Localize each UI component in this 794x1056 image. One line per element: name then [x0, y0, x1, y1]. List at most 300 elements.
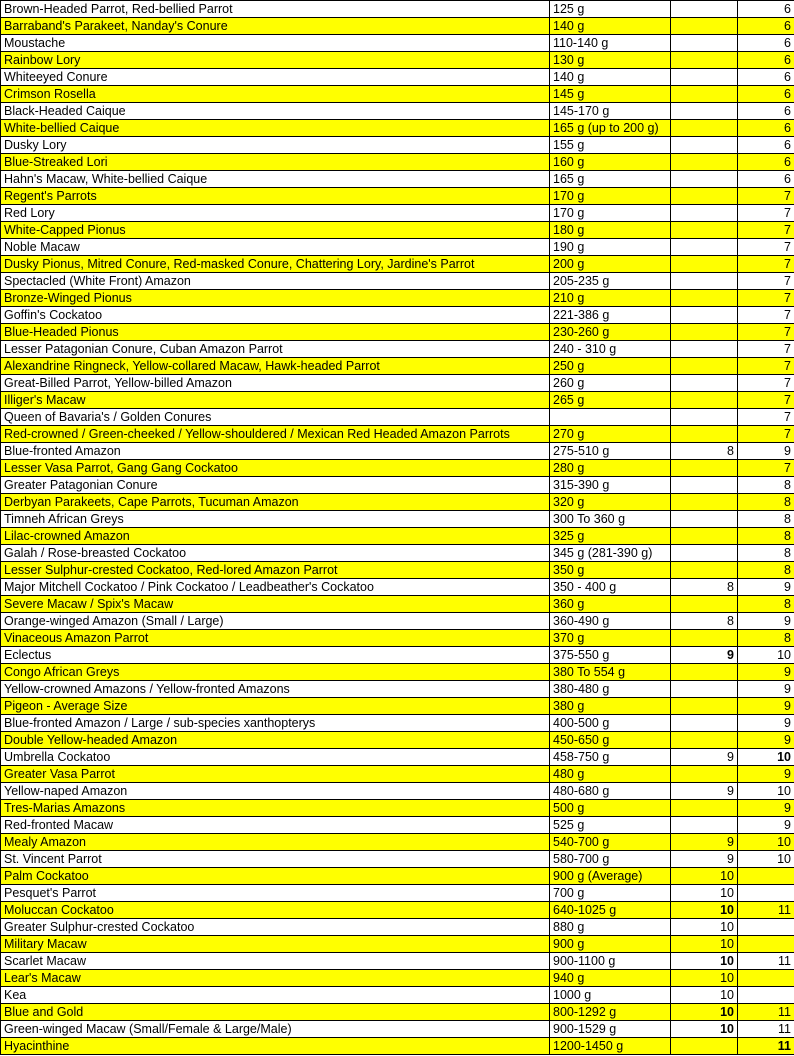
size-col-b-cell: 6 [738, 35, 794, 52]
bird-name-cell: Great-Billed Parrot, Yellow-billed Amazon [1, 375, 550, 392]
weight-cell: 480-680 g [550, 783, 671, 800]
size-col-b-cell: 6 [738, 86, 794, 103]
size-col-b-cell: 7 [738, 358, 794, 375]
size-col-a-cell: 8 [671, 613, 738, 630]
weight-cell: 360-490 g [550, 613, 671, 630]
size-col-b-cell: 6 [738, 137, 794, 154]
size-col-a-cell [671, 154, 738, 171]
table-row [1, 494, 794, 511]
size-col-a-cell: 9 [671, 647, 738, 664]
weight-cell: 375-550 g [550, 647, 671, 664]
bird-name-cell: Major Mitchell Cockatoo / Pink Cockatoo / Leadbeather's Cockatoo [1, 579, 550, 596]
bird-name-cell: Blue and Gold [1, 1004, 550, 1021]
weight-cell: 145-170 g [550, 103, 671, 120]
size-col-a-cell [671, 205, 738, 222]
weight-cell: 900 g [550, 936, 671, 953]
weight-cell: 145 g [550, 86, 671, 103]
bird-name-cell: Mealy Amazon [1, 834, 550, 851]
size-col-b-cell: 9 [738, 715, 794, 732]
size-col-b-cell: 9 [738, 766, 794, 783]
size-col-a-cell [671, 52, 738, 69]
table-row [1, 783, 794, 800]
size-col-a-cell [671, 273, 738, 290]
bird-name-cell: Red-fronted Macaw [1, 817, 550, 834]
table-row [1, 120, 794, 137]
size-col-a-cell [671, 341, 738, 358]
size-col-b-cell: 9 [738, 800, 794, 817]
table-row [1, 171, 794, 188]
size-col-a-cell [671, 324, 738, 341]
weight-cell: 250 g [550, 358, 671, 375]
size-col-b-cell [738, 919, 794, 936]
size-col-b-cell: 9 [738, 681, 794, 698]
table-row [1, 1, 794, 18]
size-col-b-cell [738, 936, 794, 953]
weight-cell: 380 g [550, 698, 671, 715]
table-row [1, 273, 794, 290]
size-col-b-cell: 7 [738, 188, 794, 205]
size-col-b-cell: 9 [738, 579, 794, 596]
table-row [1, 749, 794, 766]
size-col-b-cell: 8 [738, 630, 794, 647]
table-row [1, 630, 794, 647]
table-row [1, 562, 794, 579]
size-col-a-cell [671, 307, 738, 324]
bird-name-cell: Military Macaw [1, 936, 550, 953]
bird-name-cell: Orange-winged Amazon (Small / Large) [1, 613, 550, 630]
size-col-b-cell: 6 [738, 18, 794, 35]
table-row [1, 732, 794, 749]
table-row [1, 987, 794, 1004]
weight-cell: 380-480 g [550, 681, 671, 698]
size-col-b-cell: 11 [738, 1038, 794, 1055]
bird-name-cell: Green-winged Macaw (Small/Female & Large/Male) [1, 1021, 550, 1038]
size-col-a-cell: 9 [671, 749, 738, 766]
weight-cell: 180 g [550, 222, 671, 239]
size-col-b-cell: 7 [738, 426, 794, 443]
weight-cell: 350 - 400 g [550, 579, 671, 596]
bird-name-cell: Kea [1, 987, 550, 1004]
table-row [1, 851, 794, 868]
size-col-b-cell: 8 [738, 494, 794, 511]
bird-name-cell: Greater Vasa Parrot [1, 766, 550, 783]
bird-name-cell: Barraband's Parakeet, Nanday's Conure [1, 18, 550, 35]
weight-cell: 280 g [550, 460, 671, 477]
table-row [1, 154, 794, 171]
table-row [1, 970, 794, 987]
table-body [1, 1, 794, 1055]
size-col-b-cell: 8 [738, 528, 794, 545]
bird-name-cell: White-Capped Pionus [1, 222, 550, 239]
bird-name-cell: Regent's Parrots [1, 188, 550, 205]
table-row [1, 86, 794, 103]
size-col-b-cell: 8 [738, 477, 794, 494]
size-col-a-cell [671, 188, 738, 205]
bird-name-cell: Lesser Patagonian Conure, Cuban Amazon Parrot [1, 341, 550, 358]
bird-name-cell: Red-crowned / Green-cheeked / Yellow-shouldered / Mexican Red Headed Amazon Parrots [1, 426, 550, 443]
table-row [1, 222, 794, 239]
size-col-a-cell: 10 [671, 987, 738, 1004]
size-col-a-cell: 10 [671, 919, 738, 936]
weight-cell: 170 g [550, 205, 671, 222]
size-col-a-cell: 10 [671, 936, 738, 953]
table-row [1, 341, 794, 358]
size-col-a-cell [671, 290, 738, 307]
bird-name-cell: Lear's Macaw [1, 970, 550, 987]
size-col-a-cell [671, 664, 738, 681]
size-col-b-cell [738, 970, 794, 987]
table-row [1, 443, 794, 460]
bird-name-cell: Scarlet Macaw [1, 953, 550, 970]
table-row [1, 358, 794, 375]
size-col-b-cell: 10 [738, 749, 794, 766]
size-col-b-cell: 7 [738, 392, 794, 409]
size-col-a-cell: 9 [671, 851, 738, 868]
weight-cell: 155 g [550, 137, 671, 154]
size-col-b-cell: 9 [738, 443, 794, 460]
size-col-a-cell [671, 137, 738, 154]
bird-name-cell: Red Lory [1, 205, 550, 222]
bird-name-cell: Brown-Headed Parrot, Red-bellied Parrot [1, 1, 550, 18]
size-col-b-cell: 7 [738, 324, 794, 341]
size-col-a-cell [671, 477, 738, 494]
size-col-b-cell [738, 885, 794, 902]
table-row [1, 698, 794, 715]
size-col-a-cell [671, 409, 738, 426]
table-row [1, 188, 794, 205]
weight-cell: 480 g [550, 766, 671, 783]
weight-cell: 380 To 554 g [550, 664, 671, 681]
size-col-a-cell: 10 [671, 953, 738, 970]
size-col-b-cell: 10 [738, 834, 794, 851]
weight-cell: 700 g [550, 885, 671, 902]
bird-name-cell: Blue-Headed Pionus [1, 324, 550, 341]
size-col-a-cell [671, 171, 738, 188]
bird-name-cell: Lesser Sulphur-crested Cockatoo, Red-lored Amazon Parrot [1, 562, 550, 579]
size-col-a-cell [671, 817, 738, 834]
bird-name-cell: Dusky Pionus, Mitred Conure, Red-masked Conure, Chattering Lory, Jardine's Parrot [1, 256, 550, 273]
bird-name-cell: Umbrella Cockatoo [1, 749, 550, 766]
size-col-a-cell [671, 426, 738, 443]
weight-cell: 200 g [550, 256, 671, 273]
weight-cell: 500 g [550, 800, 671, 817]
weight-cell: 325 g [550, 528, 671, 545]
size-col-a-cell [671, 256, 738, 273]
table-row [1, 681, 794, 698]
weight-cell: 165 g (up to 200 g) [550, 120, 671, 137]
weight-cell: 300 To 360 g [550, 511, 671, 528]
table-row [1, 834, 794, 851]
table-row [1, 1021, 794, 1038]
size-col-a-cell: 10 [671, 902, 738, 919]
size-col-a-cell [671, 596, 738, 613]
size-col-a-cell: 10 [671, 1021, 738, 1038]
size-col-a-cell: 9 [671, 834, 738, 851]
table-row [1, 1004, 794, 1021]
weight-cell: 110-140 g [550, 35, 671, 52]
bird-name-cell: Yellow-crowned Amazons / Yellow-fronted Amazons [1, 681, 550, 698]
weight-cell: 800-1292 g [550, 1004, 671, 1021]
size-col-b-cell: 7 [738, 290, 794, 307]
size-col-a-cell [671, 1038, 738, 1055]
bird-name-cell: Crimson Rosella [1, 86, 550, 103]
bird-name-cell: Palm Cockatoo [1, 868, 550, 885]
weight-cell: 450-650 g [550, 732, 671, 749]
bird-name-cell: Illiger's Macaw [1, 392, 550, 409]
size-col-a-cell: 10 [671, 970, 738, 987]
weight-cell: 345 g (281-390 g) [550, 545, 671, 562]
table-row [1, 392, 794, 409]
size-col-b-cell: 10 [738, 647, 794, 664]
size-col-a-cell [671, 630, 738, 647]
size-col-a-cell: 10 [671, 1004, 738, 1021]
size-col-a-cell [671, 715, 738, 732]
bird-name-cell: Goffin's Cockatoo [1, 307, 550, 324]
size-col-a-cell [671, 494, 738, 511]
table-row [1, 868, 794, 885]
size-col-b-cell: 6 [738, 52, 794, 69]
size-col-b-cell: 9 [738, 698, 794, 715]
bird-name-cell: Whiteeyed Conure [1, 69, 550, 86]
table-row [1, 647, 794, 664]
table-row [1, 613, 794, 630]
table-row [1, 409, 794, 426]
bird-name-cell: Greater Patagonian Conure [1, 477, 550, 494]
size-col-b-cell: 6 [738, 154, 794, 171]
bird-name-cell: Hyacinthine [1, 1038, 550, 1055]
weight-cell: 900-1529 g [550, 1021, 671, 1038]
size-col-b-cell: 11 [738, 953, 794, 970]
table-row [1, 477, 794, 494]
size-col-b-cell: 10 [738, 851, 794, 868]
table-row [1, 324, 794, 341]
size-col-b-cell: 7 [738, 205, 794, 222]
table-row [1, 375, 794, 392]
bird-name-cell: Spectacled (White Front) Amazon [1, 273, 550, 290]
size-col-a-cell [671, 222, 738, 239]
size-col-b-cell: 7 [738, 239, 794, 256]
size-col-a-cell [671, 103, 738, 120]
weight-cell [550, 409, 671, 426]
table-row [1, 460, 794, 477]
size-col-b-cell: 8 [738, 511, 794, 528]
bird-name-cell: Eclectus [1, 647, 550, 664]
size-col-a-cell [671, 1, 738, 18]
bird-name-cell: Lesser Vasa Parrot, Gang Gang Cockatoo [1, 460, 550, 477]
table-row [1, 137, 794, 154]
table-row [1, 511, 794, 528]
bird-name-cell: Congo African Greys [1, 664, 550, 681]
size-col-b-cell: 7 [738, 460, 794, 477]
table-row [1, 307, 794, 324]
weight-cell: 900 g (Average) [550, 868, 671, 885]
size-col-b-cell: 6 [738, 120, 794, 137]
weight-cell: 210 g [550, 290, 671, 307]
weight-cell: 265 g [550, 392, 671, 409]
bird-name-cell: Queen of Bavaria's / Golden Conures [1, 409, 550, 426]
weight-cell: 540-700 g [550, 834, 671, 851]
weight-cell: 1200-1450 g [550, 1038, 671, 1055]
bird-name-cell: St. Vincent Parrot [1, 851, 550, 868]
table-row [1, 18, 794, 35]
weight-cell: 275-510 g [550, 443, 671, 460]
size-col-a-cell [671, 766, 738, 783]
size-col-b-cell: 11 [738, 1021, 794, 1038]
size-col-a-cell [671, 511, 738, 528]
bird-name-cell: Bronze-Winged Pionus [1, 290, 550, 307]
weight-cell: 140 g [550, 69, 671, 86]
table-row [1, 239, 794, 256]
size-col-b-cell: 8 [738, 596, 794, 613]
bird-name-cell: Rainbow Lory [1, 52, 550, 69]
size-col-b-cell: 11 [738, 902, 794, 919]
bird-name-cell: Noble Macaw [1, 239, 550, 256]
weight-cell: 165 g [550, 171, 671, 188]
table-row [1, 579, 794, 596]
weight-cell: 400-500 g [550, 715, 671, 732]
size-col-b-cell: 7 [738, 273, 794, 290]
table-row [1, 103, 794, 120]
weight-cell: 221-386 g [550, 307, 671, 324]
size-col-b-cell: 8 [738, 562, 794, 579]
table-row [1, 1038, 794, 1055]
table-row [1, 885, 794, 902]
size-col-a-cell [671, 358, 738, 375]
size-col-a-cell [671, 239, 738, 256]
bird-name-cell: Galah / Rose-breasted Cockatoo [1, 545, 550, 562]
size-col-b-cell: 7 [738, 307, 794, 324]
table-row [1, 715, 794, 732]
size-col-b-cell: 9 [738, 732, 794, 749]
size-col-a-cell: 8 [671, 443, 738, 460]
size-col-a-cell [671, 562, 738, 579]
bird-name-cell: Alexandrine Ringneck, Yellow-collared Macaw, Hawk-headed Parrot [1, 358, 550, 375]
weight-cell: 350 g [550, 562, 671, 579]
size-col-a-cell [671, 69, 738, 86]
table-row [1, 800, 794, 817]
weight-cell: 140 g [550, 18, 671, 35]
weight-cell: 880 g [550, 919, 671, 936]
table-row [1, 817, 794, 834]
weight-cell: 1000 g [550, 987, 671, 1004]
size-col-a-cell [671, 681, 738, 698]
bird-name-cell: Pesquet's Parrot [1, 885, 550, 902]
table-row [1, 664, 794, 681]
size-col-a-cell: 9 [671, 783, 738, 800]
weight-cell: 580-700 g [550, 851, 671, 868]
size-col-b-cell: 7 [738, 222, 794, 239]
size-col-b-cell: 7 [738, 256, 794, 273]
size-col-b-cell: 6 [738, 69, 794, 86]
size-col-a-cell [671, 86, 738, 103]
weight-cell: 170 g [550, 188, 671, 205]
bird-name-cell: Blue-fronted Amazon / Large / sub-species xanthopterys [1, 715, 550, 732]
table-row [1, 919, 794, 936]
size-col-b-cell: 10 [738, 783, 794, 800]
size-col-b-cell: 6 [738, 171, 794, 188]
weight-cell: 230-260 g [550, 324, 671, 341]
bird-name-cell: Timneh African Greys [1, 511, 550, 528]
weight-cell: 240 - 310 g [550, 341, 671, 358]
bird-name-cell: Moustache [1, 35, 550, 52]
weight-cell: 315-390 g [550, 477, 671, 494]
size-col-a-cell [671, 18, 738, 35]
table-row [1, 766, 794, 783]
size-col-a-cell [671, 35, 738, 52]
bird-name-cell: Pigeon - Average Size [1, 698, 550, 715]
size-col-b-cell: 7 [738, 409, 794, 426]
bird-name-cell: Vinaceous Amazon Parrot [1, 630, 550, 647]
size-col-a-cell [671, 528, 738, 545]
size-col-a-cell [671, 375, 738, 392]
size-col-a-cell: 10 [671, 885, 738, 902]
table-row [1, 545, 794, 562]
weight-cell: 190 g [550, 239, 671, 256]
size-col-b-cell [738, 987, 794, 1004]
bird-name-cell: Severe Macaw / Spix's Macaw [1, 596, 550, 613]
bird-name-cell: Double Yellow-headed Amazon [1, 732, 550, 749]
size-col-a-cell: 8 [671, 579, 738, 596]
bird-name-cell: Derbyan Parakeets, Cape Parrots, Tucuman Amazon [1, 494, 550, 511]
bird-name-cell: Blue-fronted Amazon [1, 443, 550, 460]
bird-name-cell: Greater Sulphur-crested Cockatoo [1, 919, 550, 936]
size-col-a-cell [671, 545, 738, 562]
bird-name-cell: Dusky Lory [1, 137, 550, 154]
table-row [1, 52, 794, 69]
size-col-b-cell: 7 [738, 375, 794, 392]
bird-name-cell: Moluccan Cockatoo [1, 902, 550, 919]
size-col-a-cell [671, 800, 738, 817]
size-col-b-cell: 9 [738, 664, 794, 681]
size-col-a-cell [671, 460, 738, 477]
size-col-b-cell: 6 [738, 103, 794, 120]
size-col-b-cell: 11 [738, 1004, 794, 1021]
table-row [1, 936, 794, 953]
table-row [1, 953, 794, 970]
size-col-b-cell: 7 [738, 341, 794, 358]
weight-cell: 160 g [550, 154, 671, 171]
table-row [1, 426, 794, 443]
weight-cell: 370 g [550, 630, 671, 647]
table-row [1, 35, 794, 52]
weight-cell: 320 g [550, 494, 671, 511]
bird-name-cell: Black-Headed Caique [1, 103, 550, 120]
table-row [1, 902, 794, 919]
table-row [1, 256, 794, 273]
bird-name-cell: Hahn's Macaw, White-bellied Caique [1, 171, 550, 188]
table-row [1, 596, 794, 613]
weight-cell: 458-750 g [550, 749, 671, 766]
bird-name-cell: Blue-Streaked Lori [1, 154, 550, 171]
weight-cell: 270 g [550, 426, 671, 443]
size-col-a-cell [671, 392, 738, 409]
weight-cell: 205-235 g [550, 273, 671, 290]
bird-name-cell: Lilac-crowned Amazon [1, 528, 550, 545]
table-row [1, 528, 794, 545]
weight-cell: 640-1025 g [550, 902, 671, 919]
weight-cell: 260 g [550, 375, 671, 392]
weight-cell: 900-1100 g [550, 953, 671, 970]
size-col-a-cell [671, 120, 738, 137]
size-col-b-cell [738, 868, 794, 885]
table-row [1, 69, 794, 86]
bird-name-cell: Tres-Marias Amazons [1, 800, 550, 817]
table-row [1, 290, 794, 307]
weight-cell: 360 g [550, 596, 671, 613]
bird-name-cell: Yellow-naped Amazon [1, 783, 550, 800]
bird-name-cell: White-bellied Caique [1, 120, 550, 137]
size-col-b-cell: 9 [738, 613, 794, 630]
